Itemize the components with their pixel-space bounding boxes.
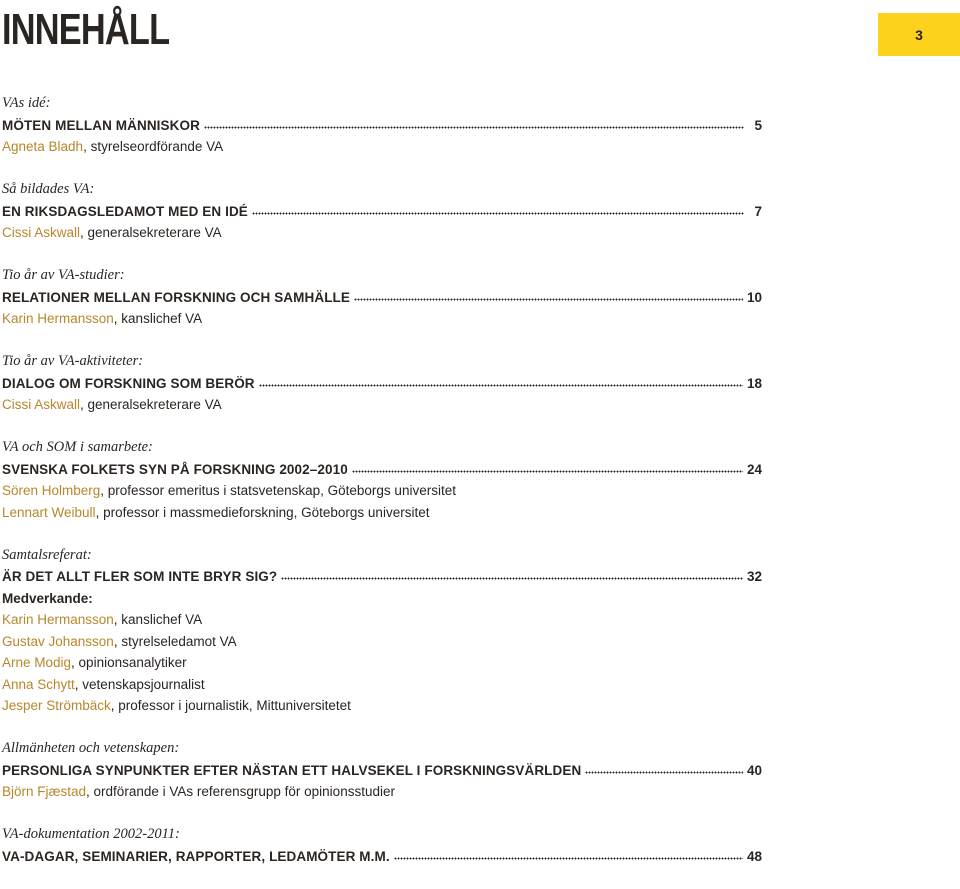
table-of-contents <box>2 93 762 889</box>
toc-entry <box>2 265 762 330</box>
toc-heading: VA-DAGAR, SEMINARIER, RAPPORTER, LEDAMÖTER M.M. <box>2 848 390 864</box>
contributor-name: Sören Holmberg <box>2 483 101 498</box>
toc-page-number: 48 <box>746 848 762 864</box>
dot-leader <box>585 760 743 775</box>
page-number-badge <box>878 13 960 56</box>
contributor-role: , professor i massmedieforskning, Göteborgs universitet <box>95 504 430 520</box>
contributor-name: Cissi Askwall <box>2 397 81 412</box>
contributor-name: Gustav Johansson <box>2 633 114 649</box>
contributor-role: , kanslichef VA <box>113 311 203 326</box>
contributor-role: , professor i journalistik, Mittuniversitetet <box>110 698 351 713</box>
toc-page-number: 7 <box>754 203 762 219</box>
contributor-name: Karin Hermansson <box>2 311 114 326</box>
contributor <box>2 136 762 158</box>
toc-entry <box>2 179 762 244</box>
contributor <box>2 222 762 244</box>
dot-leader <box>259 373 743 388</box>
contributor-name: Jesper Strömbäck <box>2 698 111 713</box>
toc-heading: ÄR DET ALLT FLER SOM INTE BRYR SIG? <box>2 569 278 584</box>
contributor <box>2 502 762 524</box>
toc-heading: MÖTEN MELLAN MÄNNISKOR <box>2 117 200 133</box>
toc-heading-line[interactable] <box>2 566 762 588</box>
contributor-role: , ordförande i VAs referensgrupp för opinionsstudier <box>86 784 395 799</box>
contributor <box>2 480 762 502</box>
contributor <box>2 394 762 416</box>
toc-heading: EN RIKSDAGSLEDAMOT MED EN IDÉ <box>2 203 248 219</box>
contributor <box>2 674 762 696</box>
dot-leader <box>281 566 743 581</box>
toc-kicker: Tio år av VA-studier: <box>2 267 125 283</box>
contributor <box>2 631 762 653</box>
toc-page-number: 5 <box>754 117 762 133</box>
toc-entry <box>2 437 762 523</box>
page-number: 3 <box>915 26 923 43</box>
contributor-role: , vetenskapsjournalist <box>74 676 205 692</box>
contributor-role: , generalsekreterare VA <box>80 397 222 412</box>
toc-heading-line[interactable] <box>2 201 762 223</box>
contributor-role: , styrelseledamot VA <box>113 633 237 649</box>
toc-kicker: VA-dokumentation 2002-2011: <box>2 826 180 842</box>
dot-leader <box>394 846 743 861</box>
toc-heading: SVENSKA FOLKETS SYN PÅ FORSKNING 2002–2010 <box>2 461 348 477</box>
contributor-name: Karin Hermansson <box>2 612 114 627</box>
contributor <box>2 308 762 330</box>
toc-kicker: Allmänheten och vetenskapen: <box>2 740 180 756</box>
toc-page-number: 24 <box>746 461 762 477</box>
dot-leader <box>204 115 744 130</box>
page-title: INNEHÅLL <box>2 5 170 54</box>
toc-kicker: Tio år av VA-aktiviteter: <box>2 353 144 369</box>
toc-page-number: 10 <box>746 289 762 305</box>
contributor-role: , kanslichef VA <box>113 612 203 627</box>
toc-entry <box>2 545 762 717</box>
toc-kicker: VA och SOM i samarbete: <box>2 439 153 455</box>
contributor-role: , styrelseordförande VA <box>83 139 224 154</box>
contributor <box>2 652 762 674</box>
toc-heading: DIALOG OM FORSKNING SOM BERÖR <box>2 375 255 391</box>
contributor-name: Björn Fjæstad <box>2 784 87 799</box>
toc-kicker: Samtalsreferat: <box>2 546 92 563</box>
toc-heading-line[interactable] <box>2 373 762 395</box>
toc-heading-line[interactable] <box>2 760 762 782</box>
contributor-role: , generalsekreterare VA <box>80 225 222 240</box>
toc-heading-line[interactable] <box>2 287 762 309</box>
toc-heading: RELATIONER MELLAN FORSKNING OCH SAMHÄLLE <box>2 289 350 305</box>
contributor-name: Arne Modig <box>2 655 72 670</box>
contributor-name: Lennart Weibull <box>2 504 96 520</box>
contributor <box>2 695 762 717</box>
participants-label: Medverkande: <box>2 590 93 606</box>
dot-leader <box>352 459 743 474</box>
toc-heading: PERSONLIGA SYNPUNKTER EFTER NÄSTAN ETT HALVSEKEL I FORSKNINGSVÄRLDEN <box>2 762 582 778</box>
toc-entry <box>2 824 762 867</box>
contributor-role: , professor emeritus i statsvetenskap, Göteborgs universitet <box>100 483 456 498</box>
contributor <box>2 781 762 803</box>
toc-page-number: 32 <box>746 569 762 584</box>
toc-heading-line[interactable] <box>2 115 762 137</box>
contributor-name: Agneta Bladh <box>2 139 84 154</box>
toc-entry <box>2 351 762 416</box>
dot-leader <box>354 287 743 302</box>
toc-page-number: 40 <box>746 762 762 778</box>
toc-page-number: 18 <box>746 375 762 391</box>
contributor-name: Cissi Askwall <box>2 225 81 240</box>
contributor <box>2 609 762 631</box>
toc-entry <box>2 738 762 803</box>
contributor-role: , opinionsanalytiker <box>71 655 187 670</box>
toc-heading-line[interactable] <box>2 459 762 481</box>
toc-kicker: VAs idé: <box>2 95 51 111</box>
toc-kicker: Så bildades VA: <box>2 181 95 197</box>
toc-entry <box>2 93 762 158</box>
contributor-name: Anna Schytt <box>2 676 75 692</box>
toc-heading-line[interactable] <box>2 846 762 868</box>
dot-leader <box>252 201 744 216</box>
